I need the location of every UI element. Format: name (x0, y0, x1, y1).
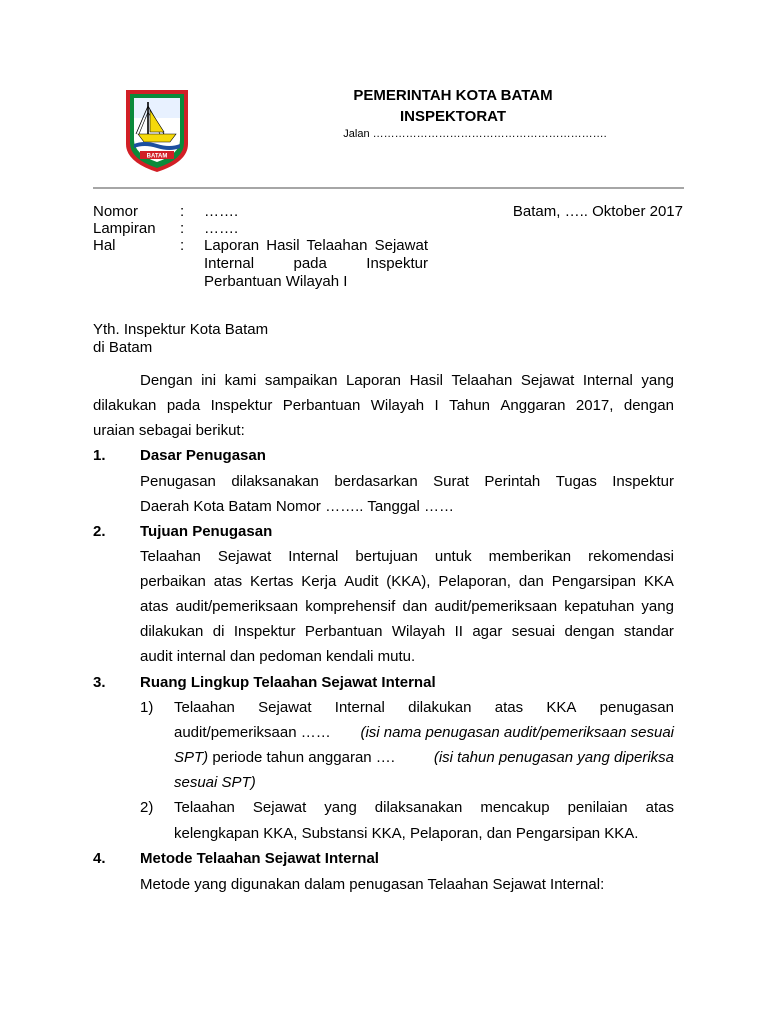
word: audit/pemeriksaan (175, 598, 299, 615)
word: Tugas (555, 473, 597, 490)
word: dilakukan (140, 623, 204, 640)
word: dan (518, 573, 544, 590)
word: (KKA), (386, 573, 431, 590)
body-line (140, 623, 674, 640)
letter-date: Batam, ….. Oktober 2017 (512, 203, 683, 220)
word: yang (324, 799, 357, 816)
word: sampaikan (264, 372, 338, 389)
meta-colon: : (180, 203, 185, 220)
section-title-metode: Metode Telaahan Sejawat Internal (140, 850, 379, 867)
word: Internal (334, 699, 385, 716)
body-text (140, 573, 674, 590)
hal-line: Internal pada Inspektur (204, 255, 428, 272)
word: KKA (546, 699, 577, 716)
section-number: 2. (93, 523, 106, 540)
list-text (174, 699, 674, 716)
word: ini (201, 372, 217, 389)
section-title-ruang-lingkup: Ruang Lingkup Telaahan Sejawat Internal (140, 674, 436, 691)
word: Penugasan (140, 473, 216, 490)
intro-line (140, 372, 674, 389)
word: perbaikan (140, 573, 206, 590)
list-item-number: 1) (140, 699, 154, 716)
body-text (140, 473, 674, 490)
word: Sejawat (520, 372, 575, 389)
list-text-italic: SPT) (174, 749, 209, 766)
word: untuk (434, 548, 472, 565)
addressee-location: di Batam (93, 339, 153, 356)
word: atas (213, 573, 243, 590)
crest-label: BATAM (146, 153, 168, 160)
word: Inspektur (612, 473, 674, 490)
list-line (174, 749, 674, 766)
list-text: audit/pemeriksaan …… (174, 724, 335, 741)
word: Sejawat (217, 548, 272, 565)
word: Pengarsipan (551, 573, 636, 590)
word: pada (166, 397, 201, 414)
list-line (174, 799, 674, 816)
word: Dengan (140, 372, 193, 389)
word: Sejawat (252, 799, 307, 816)
word: KKA (643, 573, 674, 590)
meta-value-hal (204, 237, 428, 291)
list-text-italic: (isi tahun penugasan yang diperiksa (433, 749, 674, 766)
word: dilakukan (408, 699, 472, 716)
body-text (140, 548, 674, 565)
word: Kertas (250, 573, 294, 590)
batam-city-crest-icon (124, 88, 190, 174)
word: Perbantuan (282, 397, 361, 414)
meta-label-hal: Hal (93, 237, 116, 254)
meta-colon: : (180, 220, 185, 237)
word: dilakukan (93, 397, 157, 414)
word: Internal (288, 548, 339, 565)
body-line (140, 473, 674, 490)
word: komprehensif (305, 598, 396, 615)
body-line (140, 598, 674, 615)
letterhead-address: Jalan ………………………………………………………. (343, 128, 607, 140)
meta-label-lampiran: Lampiran (93, 220, 156, 237)
word: atas (645, 799, 674, 816)
list-text-italic: (isi nama penugasan audit/pemeriksaan sesuai (360, 724, 674, 741)
word: Telaahan (174, 799, 235, 816)
word: Sejawat (258, 699, 312, 716)
intro-text (140, 372, 674, 389)
list-text-mixed (174, 749, 399, 766)
meta-value-lampiran: ……. (204, 220, 239, 237)
word: Anggaran (500, 397, 566, 414)
hal-line: Perbantuan Wilayah I (204, 273, 348, 290)
word: Inspektur (210, 397, 273, 414)
word: sesuai (511, 623, 556, 640)
word: Telaahan (140, 548, 201, 565)
word: Perintah (484, 473, 541, 490)
word: memberikan (488, 548, 572, 565)
word: Inspektur (233, 623, 296, 640)
word: kepatuhan (564, 598, 635, 615)
word: Perbantuan (304, 623, 383, 640)
word: II (454, 623, 463, 640)
letterhead-title-government: PEMERINTAH KOTA BATAM (353, 87, 553, 104)
word: agar (472, 623, 503, 640)
word: Surat (433, 473, 469, 490)
word: mencakup (480, 799, 550, 816)
meta-label-nomor: Nomor (93, 203, 139, 220)
word: Wilayah (391, 623, 446, 640)
word: Audit (344, 573, 379, 590)
addressee-name: Yth. Inspektur Kota Batam (93, 321, 269, 338)
word: dilaksanakan (374, 799, 463, 816)
word: audit/pemeriksaan (434, 598, 558, 615)
list-line (174, 699, 674, 716)
word: penugasan (599, 699, 674, 716)
word: Wilayah (370, 397, 425, 414)
word: di (212, 623, 225, 640)
intro-line (93, 397, 674, 414)
section-title-dasar: Dasar Penugasan (140, 447, 266, 464)
body-line (140, 573, 674, 590)
intro-line: uraian sebagai berikut: (93, 422, 245, 439)
word: Internal (582, 372, 633, 389)
word: dilaksanakan (231, 473, 319, 490)
letterhead-title-office: INSPEKTORAT (399, 108, 507, 125)
word: bertujuan (355, 548, 418, 565)
word: dengan (564, 623, 615, 640)
list-line (174, 724, 674, 741)
letterhead-divider (93, 187, 684, 189)
list-text (174, 799, 674, 816)
body-line: audit internal dan pedoman kendali mutu. (140, 648, 416, 665)
word: Telaahan (451, 372, 513, 389)
section-number: 4. (93, 850, 106, 867)
list-text: periode tahun anggaran …. (208, 749, 400, 766)
list-line-italic: sesuai SPT) (174, 774, 256, 791)
word: I (434, 397, 439, 414)
section-title-tujuan: Tujuan Penugasan (140, 523, 273, 540)
body-line: Metode yang digunakan dalam penugasan Telaahan Sejawat Internal: (140, 876, 605, 893)
word: 2017, (575, 397, 614, 414)
word: yang (641, 598, 674, 615)
word: atas (140, 598, 169, 615)
list-item-number: 2) (140, 799, 154, 816)
word: dengan (623, 397, 674, 414)
section-number: 1. (93, 447, 106, 464)
section-number: 3. (93, 674, 106, 691)
body-text (140, 623, 674, 640)
word: penilaian (567, 799, 628, 816)
intro-text (93, 397, 674, 414)
meta-value-nomor: ……. (204, 203, 239, 220)
word: atas (494, 699, 524, 716)
word: Telaahan (174, 699, 235, 716)
word: dan (402, 598, 428, 615)
word: standar (623, 623, 674, 640)
word: kami (224, 372, 257, 389)
word: Kerja (301, 573, 337, 590)
word: berdasarkan (334, 473, 418, 490)
word: Laporan (345, 372, 402, 389)
hal-line: Laporan Hasil Telaahan Sejawat (204, 237, 428, 254)
word: Hasil (409, 372, 443, 389)
body-line (140, 548, 674, 565)
meta-colon: : (180, 237, 185, 254)
body-text (140, 598, 674, 615)
body-line: Daerah Kota Batam Nomor …….. Tanggal …… (140, 498, 455, 515)
word: yang (641, 372, 674, 389)
word: Pelaporan, (438, 573, 511, 590)
word: Tahun (449, 397, 490, 414)
list-line: kelengkapan KKA, Substansi KKA, Pelaporan, dan Pengarsipan KKA. (174, 825, 639, 842)
word: rekomendasi (588, 548, 674, 565)
